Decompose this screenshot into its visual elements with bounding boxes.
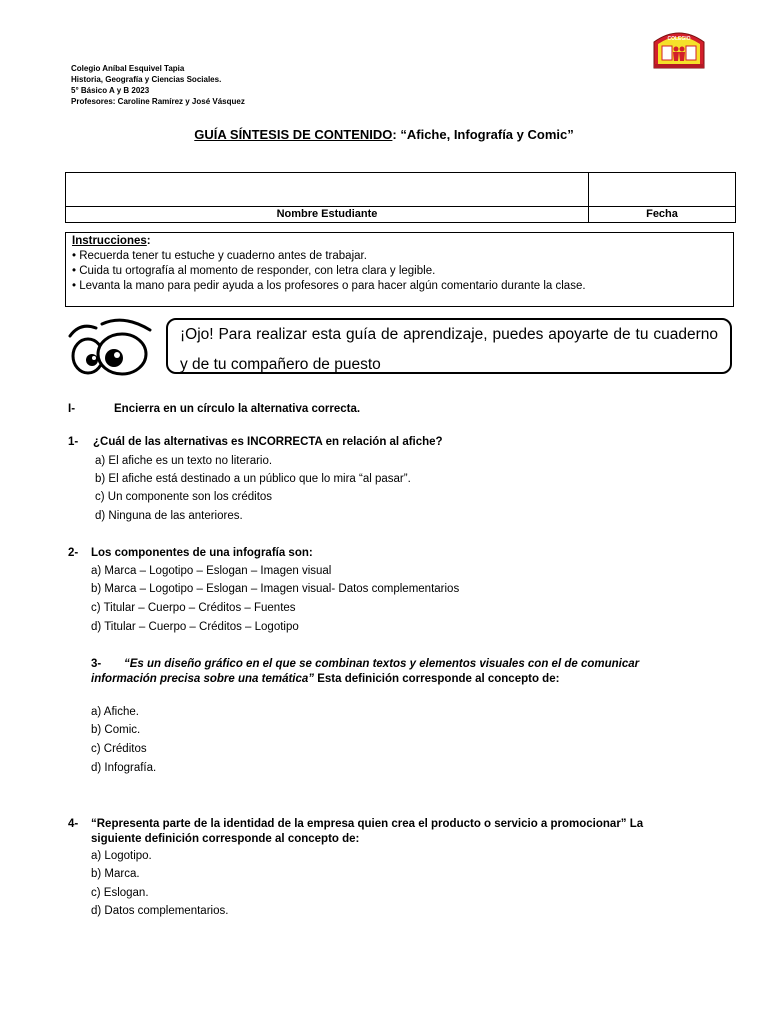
question-3-option[interactable]: c) Créditos	[91, 743, 147, 755]
question-4-text-line-2: siguiente definición corresponde al concepto de:	[91, 833, 360, 845]
question-3-number: 3-	[91, 658, 102, 670]
title-rest: : “Afiche, Infografía y Comic”	[392, 127, 574, 142]
question-2-option[interactable]: a) Marca – Logotipo – Eslogan – Imagen visual	[91, 565, 332, 577]
date-field[interactable]	[589, 173, 735, 206]
question-3-text-line-1: “Es un diseño gráfico en el que se combinan textos y elementos visuales con el de comunicar	[124, 658, 640, 670]
tip-callout: ¡Ojo! Para realizar esta guía de aprendizaje, puedes apoyarte de tu cuaderno y de tu compañero de puesto	[166, 318, 732, 374]
page-title	[0, 127, 768, 142]
grade-label: 5° Básico A y B 2023	[71, 86, 150, 95]
question-2-number: 2-	[68, 547, 79, 559]
subject-name: Historia, Geografía y Ciencias Sociales.	[71, 75, 222, 84]
question-3-option[interactable]: d) Infografía.	[91, 762, 157, 774]
question-4-option[interactable]: d) Datos complementarios.	[91, 905, 229, 917]
question-3-option[interactable]: a) Afiche.	[91, 706, 139, 718]
student-name-label: Nombre Estudiante	[276, 208, 378, 220]
question-4-number: 4-	[68, 818, 79, 830]
question-4-option[interactable]: b) Marca.	[91, 868, 140, 880]
instructions-heading: Instrucciones:	[72, 235, 151, 247]
table-divider	[66, 206, 735, 207]
question-4-text-line-1: “Representa parte de la identidad de la empresa quien crea el producto o servicio a promocionar” La	[91, 818, 644, 830]
student-name-field[interactable]	[66, 173, 588, 206]
question-1-text: ¿Cuál de las alternativas es INCORRECTA en relación al afiche?	[93, 436, 443, 448]
school-name: Colegio Aníbal Esquivel Tapia	[71, 64, 185, 73]
question-1-option[interactable]: d) Ninguna de las anteriores.	[95, 510, 243, 522]
question-3-text-line-2: información precisa sobre una temática” Esta definición corresponde al concepto de:	[91, 673, 560, 685]
instruction-item: • Cuida tu ortografía al momento de responder, con letra clara y legible.	[72, 265, 436, 277]
section-number: I-	[68, 403, 76, 415]
teachers-label: Profesores: Caroline Ramírez y José Vásquez	[71, 97, 245, 106]
question-4-option[interactable]: a) Logotipo.	[91, 850, 152, 862]
question-1-number: 1-	[68, 436, 79, 448]
student-info-table	[65, 172, 736, 223]
section-instruction: Encierra en un círculo la alternativa correcta.	[114, 403, 361, 415]
question-1-option[interactable]: c) Un componente son los créditos	[95, 491, 273, 503]
instructions-heading-text: Instrucciones	[72, 235, 147, 247]
cartoon-eyes-icon	[66, 316, 156, 378]
logo-text: COLEGIO	[667, 36, 691, 42]
question-4-option[interactable]: c) Eslogan.	[91, 887, 149, 899]
date-label: Fecha	[646, 208, 678, 220]
question-2-option[interactable]: c) Titular – Cuerpo – Créditos – Fuentes	[91, 602, 296, 614]
instructions-box	[65, 232, 734, 307]
question-2-option[interactable]: d) Titular – Cuerpo – Créditos – Logotipo	[91, 621, 299, 633]
title-underlined: GUÍA SÍNTESIS DE CONTENIDO	[194, 127, 393, 142]
school-logo	[650, 28, 708, 72]
instruction-item: • Recuerda tener tu estuche y cuaderno antes de trabajar.	[72, 250, 367, 262]
question-2-text: Los componentes de una infografía son:	[91, 547, 313, 559]
question-2-option[interactable]: b) Marca – Logotipo – Eslogan – Imagen visual- Datos complementarios	[91, 583, 460, 595]
question-3-option[interactable]: b) Comic.	[91, 724, 141, 736]
question-1-option[interactable]: b) El afiche está destinado a un público que lo mira “al pasar”.	[95, 473, 411, 485]
instruction-item: • Levanta la mano para pedir ayuda a los profesores o para hacer algún comentario durante la clase.	[72, 280, 586, 292]
question-1-option[interactable]: a) El afiche es un texto no literario.	[95, 455, 273, 467]
